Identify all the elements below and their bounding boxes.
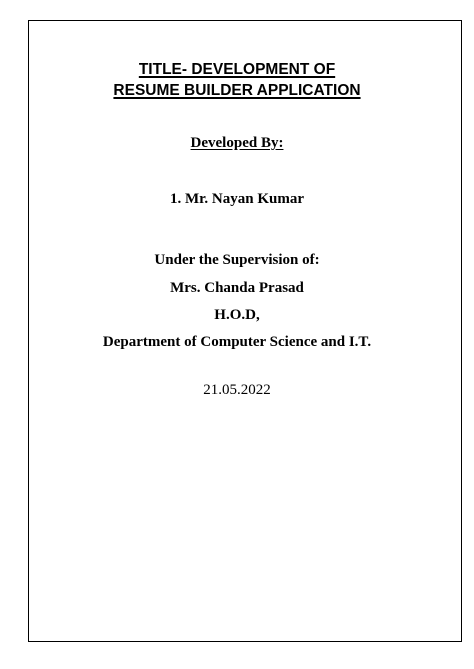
supervisor-name: Mrs. Chanda Prasad (170, 280, 304, 296)
document-date: 21.05.2022 (203, 382, 271, 398)
developed-by-label: Developed By: (190, 135, 284, 151)
page-border (28, 20, 462, 642)
title-line-2: RESUME BUILDER APPLICATION (113, 82, 361, 99)
department-name: Department of Computer Science and I.T. (102, 334, 372, 350)
title-line-1: TITLE- DEVELOPMENT OF (138, 61, 336, 78)
developer-name: 1. Mr. Nayan Kumar (169, 191, 305, 207)
supervision-label: Under the Supervision of: (154, 252, 320, 268)
supervisor-role: H.O.D, (214, 307, 260, 323)
